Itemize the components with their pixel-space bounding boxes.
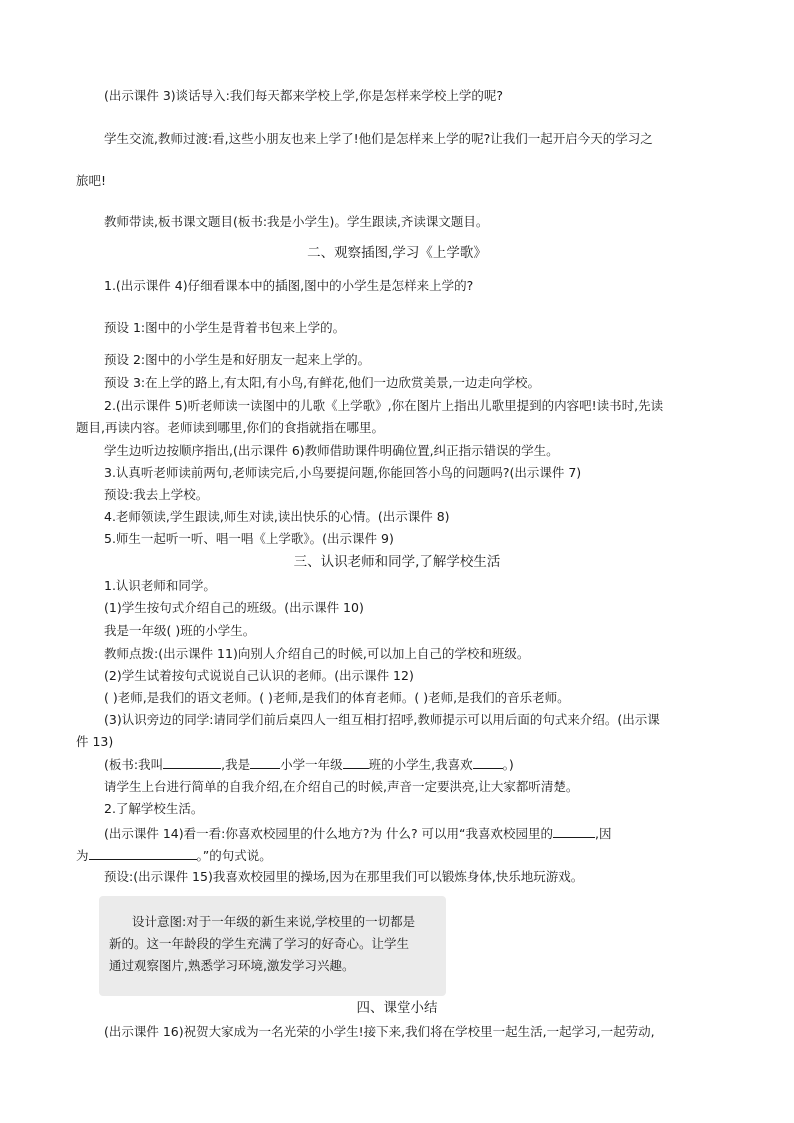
fill-blank xyxy=(553,825,595,838)
item-4: 4.老师领读,学生跟读,师生对读,读出快乐的心情。(出示课件 8) xyxy=(104,509,450,524)
preset-2: 预设 2:图中的小学生是和好朋友一起来上学的。 xyxy=(104,352,371,367)
sentence-pattern-class: 我是一年级( )班的小学生。 xyxy=(104,623,256,638)
summary-paragraph: (出示课件 16)祝贺大家成为一名光荣的小学生!接下来,我们将在学校里一起生活,一起学习,一起劳动, xyxy=(104,1024,655,1039)
fill-blank xyxy=(89,847,197,860)
preset-answer: 预设:我去上学校。 xyxy=(104,487,209,502)
item-3: 3.认真听老师读前两句,老师读完后,小鸟要提问题,你能回答小鸟的问题吗?(出示课件 7) xyxy=(104,465,582,480)
paragraph-transition: 学生交流,教师过渡:看,这些小朋友也来上学了!他们是怎样来上学的呢?让我们一起开启今天的学习之 xyxy=(104,131,653,146)
section-heading-4: 四、课堂小结 xyxy=(356,1000,438,1016)
teacher-tip: 教师点拨:(出示课件 11)向别人介绍自己的时候,可以加上自己的学校和班级。 xyxy=(104,646,530,661)
preset-campus: 预设:(出示课件 15)我喜欢校园里的操场,因为在那里我们可以锻炼身体,快乐地玩游戏。 xyxy=(104,869,584,884)
sub-item-1: 1.认识老师和同学。 xyxy=(104,578,216,593)
self-intro-instruction: 请学生上台进行简单的自我介绍,在介绍自己的时候,声音一定要洪亮,让大家都听清楚。 xyxy=(104,779,579,794)
preset-1: 预设 1:图中的小学生是背着书包来上学的。 xyxy=(104,320,346,335)
section-heading-3: 三、认识老师和同学,了解学校生活 xyxy=(293,554,501,570)
campus-question-cont: 为 。”的句式说。 xyxy=(76,848,272,863)
design-intent-line: 新的。这一年龄段的学生充满了学习的好奇心。让学生 xyxy=(109,936,410,951)
sentence-pattern-teachers: ( )老师,是我们的语文老师。( )老师,是我们的体育老师。( )老师,是我们的音乐老师。 xyxy=(104,690,570,705)
fill-blank xyxy=(250,756,280,769)
section-heading-2: 二、观察插图,学习《上学歌》 xyxy=(307,245,487,261)
sub-item-1-2: (2)学生试着按句式说说自己认识的老师。(出示课件 12) xyxy=(104,668,414,683)
design-intent-line: 通过观察图片,熟悉学习环境,激发学习兴趣。 xyxy=(109,958,355,973)
fill-blank xyxy=(343,756,369,769)
paragraph-intro: (出示课件 3)谈话导入:我们每天都来学校上学,你是怎样来学校上学的呢? xyxy=(104,88,504,103)
student-point-out: 学生边听边按顺序指出,(出示课件 6)教师借助课件明确位置,纠正指示错误的学生。 xyxy=(104,443,559,458)
design-intent-line: 设计意图:对于一年级的新生来说,学校里的一切都是 xyxy=(132,914,416,929)
sub-item-1-1: (1)学生按句式介绍自己的班级。(出示课件 10) xyxy=(104,600,364,615)
fill-blank xyxy=(473,756,503,769)
item-2: 2.(出示课件 5)听老师读一读图中的儿歌《上学歌》,你在图片上指出儿歌里提到的内容吧!读书时,先读 xyxy=(104,398,664,413)
paragraph-transition-cont: 旅吧! xyxy=(76,173,107,188)
design-intent-box xyxy=(99,896,446,996)
item-5: 5.师生一起听一听、唱一唱《上学歌》。(出示课件 9) xyxy=(104,531,394,546)
item-2-cont: 题目,再读内容。老师读到哪里,你们的食指就指在哪里。 xyxy=(76,420,384,435)
campus-question: (出示课件 14)看一看:你喜欢校园里的什么地方?为 什么? 可以用“我喜欢校园里的 ,因 xyxy=(104,826,612,841)
board-sentence-pattern: (板书:我叫 ,我是 小学一年级 班的小学生,我喜欢 。) xyxy=(104,757,514,772)
sub-item-1-3-cont: 件 13) xyxy=(76,734,114,749)
paragraph-board-title: 教师带读,板书课文题目(板书:我是小学生)。学生跟读,齐读课文题目。 xyxy=(104,214,489,229)
sub-item-1-3: (3)认识旁边的同学:请同学们前后桌四人一组互相打招呼,教师提示可以用后面的句式来介绍。(出示课 xyxy=(104,712,660,727)
preset-3: 预设 3:在上学的路上,有太阳,有小鸟,有鲜花,他们一边欣赏美景,一边走向学校。 xyxy=(104,375,541,390)
fill-blank xyxy=(163,756,221,769)
sub-item-2: 2.了解学校生活。 xyxy=(104,801,204,816)
item-1: 1.(出示课件 4)仔细看课本中的插图,图中的小学生是怎样来上学的? xyxy=(104,278,474,293)
